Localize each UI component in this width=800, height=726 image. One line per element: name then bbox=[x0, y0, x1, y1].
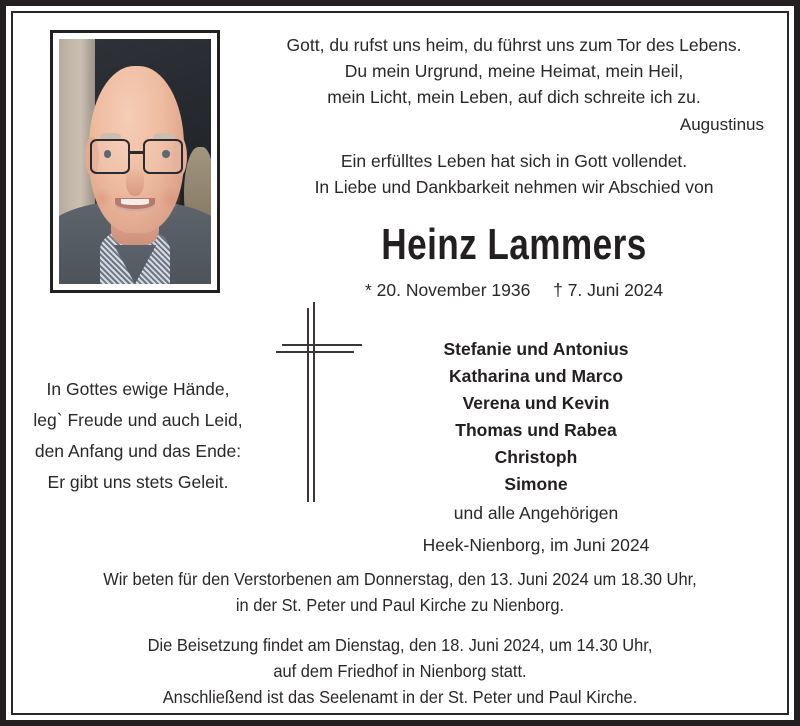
family-member: Stefanie und Antonius bbox=[443, 339, 629, 359]
left-verse-line: den Anfang und das Ende: bbox=[34, 441, 242, 461]
family-member: Thomas und Rabea bbox=[455, 420, 617, 440]
service-details bbox=[26, 566, 774, 710]
family-member: Simone bbox=[504, 474, 568, 494]
left-verse-line: Er gibt uns stets Geleit. bbox=[47, 472, 229, 492]
lead-text bbox=[264, 148, 764, 200]
family-relatives: und alle Angehörigen bbox=[453, 503, 619, 523]
verse-attribution: Augustinus bbox=[679, 115, 764, 134]
opening-verse-line: mein Licht, mein Leben, auf dich schreite ich zu. bbox=[327, 87, 701, 107]
glasses-icon bbox=[89, 139, 183, 173]
place-and-date: Heek-Nienborg, im Juni 2024 bbox=[422, 535, 650, 555]
portrait-photo bbox=[59, 39, 211, 284]
lead-text-line: Ein erfülltes Leben hat sich in Gott vollendet. bbox=[340, 151, 688, 171]
prayer-service-info bbox=[48, 566, 751, 618]
burial-service-line: auf dem Friedhof in Nienborg statt. bbox=[273, 661, 527, 681]
left-verse-line: In Gottes ewige Hände, bbox=[46, 379, 230, 399]
burial-service-info bbox=[48, 632, 751, 710]
lead-text-line: In Liebe und Dankbarkeit nehmen wir Abschied von bbox=[314, 177, 714, 197]
cross-vertical-line bbox=[307, 308, 309, 502]
portrait-photo-frame bbox=[50, 30, 220, 293]
photo-teeth bbox=[121, 199, 148, 204]
family-list bbox=[336, 336, 736, 562]
opening-verse-line: Gott, du rufst uns heim, du führst uns zum Tor des Lebens. bbox=[286, 35, 742, 55]
prayer-service-line: in der St. Peter und Paul Kirche zu Nienborg. bbox=[235, 595, 565, 615]
birth-date: 20. November 1936 bbox=[376, 280, 531, 300]
opening-verse-line: Du mein Urgrund, meine Heimat, mein Heil, bbox=[344, 61, 684, 81]
life-dates bbox=[264, 278, 764, 302]
photo-glasses-bridge bbox=[130, 151, 143, 154]
notice-canvas bbox=[6, 6, 794, 720]
birth-symbol: * bbox=[364, 280, 372, 300]
burial-service-line: Die Beisetzung findet am Dienstag, den 18. Juni 2024, um 14.30 Uhr, bbox=[147, 635, 653, 655]
prayer-service-line: Wir beten für den Verstorbenen am Donnerstag, den 13. Juni 2024 um 18.30 Uhr, bbox=[103, 569, 697, 589]
deceased-name: Heinz Lammers bbox=[381, 220, 647, 269]
family-member: Katharina und Marco bbox=[448, 366, 624, 386]
photo-cheek-right bbox=[161, 186, 181, 211]
left-verse bbox=[18, 374, 258, 498]
death-symbol: † bbox=[553, 280, 563, 300]
photo-cheek-left bbox=[92, 186, 112, 211]
family-member: Verena und Kevin bbox=[462, 393, 610, 413]
cross-vertical-line bbox=[313, 302, 315, 502]
left-verse-line: leg` Freude und auch Leid, bbox=[33, 410, 243, 430]
christian-cross-icon bbox=[268, 302, 324, 502]
family-member: Christoph bbox=[494, 447, 578, 467]
opening-verse bbox=[264, 32, 764, 110]
burial-service-line: Anschließend ist das Seelenamt in der St. Peter und Paul Kirche. bbox=[162, 687, 638, 707]
death-date: 7. Juni 2024 bbox=[567, 280, 664, 300]
